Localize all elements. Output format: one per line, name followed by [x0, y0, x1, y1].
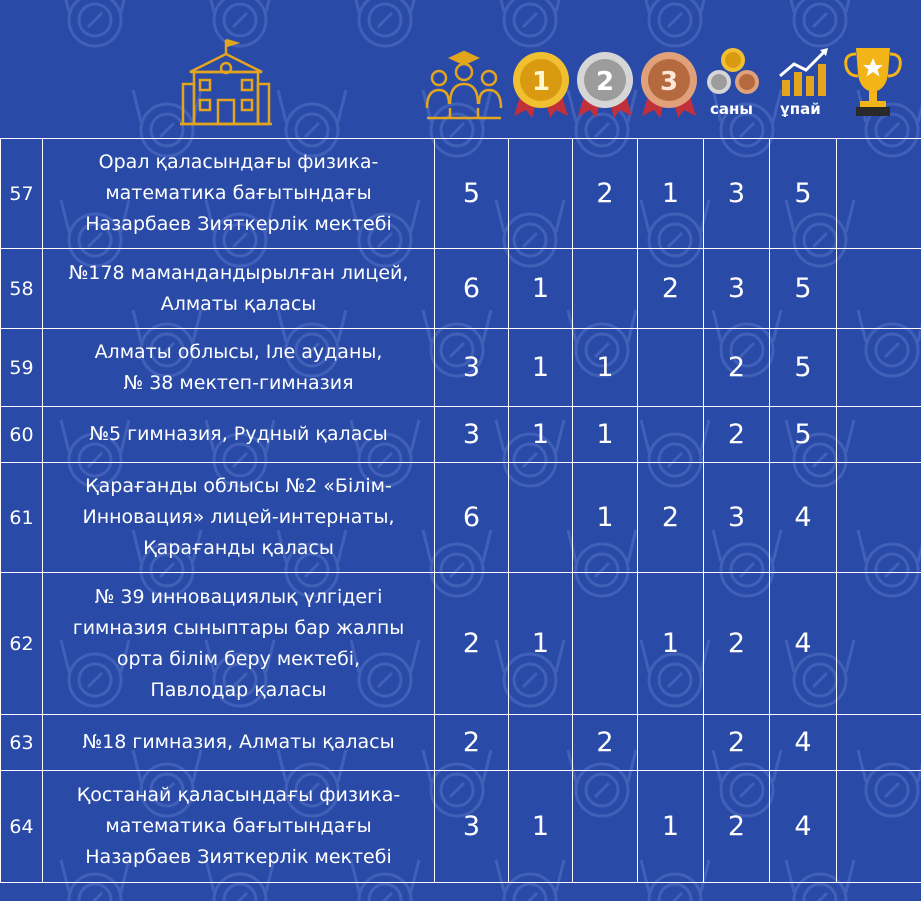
extra-cell [837, 573, 921, 715]
gold-cell [509, 463, 573, 573]
rank-cell: 63 [1, 715, 43, 771]
rank-cell: 60 [1, 407, 43, 463]
gold-cell [509, 715, 573, 771]
bronze-cell: 1 [638, 139, 704, 249]
participants-cell: 3 [435, 329, 509, 407]
table-header-icons [0, 0, 921, 138]
table-row [1, 573, 921, 715]
table-row [1, 407, 921, 463]
school-name-line: Назарбаев Зияткерлік мектебі [85, 846, 392, 868]
table-row [1, 463, 921, 573]
school-name-cell [43, 407, 435, 463]
participants-cell: 5 [435, 139, 509, 249]
total-medals-cell: 3 [704, 249, 770, 329]
participants-cell: 2 [435, 573, 509, 715]
rank-cell: 59 [1, 329, 43, 407]
bronze-medal-number: 3 [659, 67, 679, 97]
extra-cell [837, 139, 921, 249]
school-name-cell [43, 771, 435, 883]
gold-cell: 1 [509, 329, 573, 407]
silver-medal-icon [572, 50, 638, 120]
silver-medal-number: 2 [595, 67, 615, 97]
table-row [1, 715, 921, 771]
total-medals-cell: 2 [704, 329, 770, 407]
school-name-cell [43, 573, 435, 715]
points-label: ұпай [780, 100, 821, 118]
participants-cell: 6 [435, 463, 509, 573]
silver-cell: 1 [573, 407, 638, 463]
extra-cell [837, 329, 921, 407]
total-medals-cell: 2 [704, 407, 770, 463]
points-cell: 4 [770, 573, 837, 715]
gold-cell [509, 139, 573, 249]
gold-medal-icon [508, 50, 574, 120]
total-medals-cell: 3 [704, 139, 770, 249]
bronze-cell [638, 715, 704, 771]
total-medals-cell: 3 [704, 463, 770, 573]
total-medals-cell: 2 [704, 573, 770, 715]
school-name-cell [43, 329, 435, 407]
extra-cell [837, 407, 921, 463]
school-name-line: Қарағанды қаласы [143, 537, 334, 559]
silver-cell: 1 [573, 463, 638, 573]
gold-cell: 1 [509, 249, 573, 329]
silver-cell [573, 771, 638, 883]
school-name-line: Қарағанды облысы №2 «Білім- [85, 475, 392, 497]
participants-cell: 2 [435, 715, 509, 771]
extra-cell [837, 771, 921, 883]
points-cell: 4 [770, 463, 837, 573]
rank-cell: 61 [1, 463, 43, 573]
bronze-cell: 2 [638, 463, 704, 573]
extra-cell [837, 249, 921, 329]
table-row [1, 329, 921, 407]
gold-cell: 1 [509, 407, 573, 463]
bronze-cell [638, 329, 704, 407]
bronze-cell: 1 [638, 573, 704, 715]
points-cell: 5 [770, 139, 837, 249]
participants-cell: 3 [435, 407, 509, 463]
points-cell: 5 [770, 407, 837, 463]
total-medals-cell: 2 [704, 771, 770, 883]
school-name-cell [43, 139, 435, 249]
school-name-line: №178 мамандандырылған лицей, [68, 261, 409, 284]
school-name-line: Назарбаев Зияткерлік мектебі [85, 213, 392, 235]
total-medals-cell: 2 [704, 715, 770, 771]
school-name-line: орта білім беру мектебі, [116, 647, 361, 670]
medals-count-icon [704, 46, 762, 100]
trophy-icon [842, 44, 904, 120]
silver-cell [573, 573, 638, 715]
school-name-line: гимназия сыныптары бар жалпы [72, 616, 405, 639]
gold-cell: 1 [509, 771, 573, 883]
school-name-line: № 38 мектеп-гимназия [123, 371, 354, 394]
table-row [1, 139, 921, 249]
extra-cell [837, 715, 921, 771]
points-cell: 5 [770, 329, 837, 407]
bronze-cell: 2 [638, 249, 704, 329]
table-row [1, 771, 921, 883]
silver-cell: 2 [573, 715, 638, 771]
school-name-line: № 39 инновациялық үлгідегі [94, 585, 383, 608]
points-cell: 4 [770, 715, 837, 771]
silver-cell: 2 [573, 139, 638, 249]
school-name-cell [43, 249, 435, 329]
school-name-line: Павлодар қаласы [150, 678, 327, 701]
rank-cell: 64 [1, 771, 43, 883]
bronze-cell [638, 407, 704, 463]
school-icon [180, 38, 272, 128]
school-name-line: математика бағытындағы [105, 815, 372, 837]
school-name-cell [43, 463, 435, 573]
gold-cell: 1 [509, 573, 573, 715]
rank-cell: 58 [1, 249, 43, 329]
participants-cell: 3 [435, 771, 509, 883]
school-name-line: Алматы облысы, Іле ауданы, [94, 340, 383, 363]
school-name-line: Алматы қаласы [160, 292, 317, 315]
results-table [0, 138, 921, 883]
rank-cell: 57 [1, 139, 43, 249]
school-name-line: Орал қаласындағы физика- [98, 151, 379, 173]
rank-cell: 62 [1, 573, 43, 715]
table-row [1, 249, 921, 329]
participants-cell: 6 [435, 249, 509, 329]
extra-cell [837, 463, 921, 573]
silver-cell: 1 [573, 329, 638, 407]
points-cell: 4 [770, 771, 837, 883]
school-name-line: математика бағытындағы [105, 182, 372, 204]
points-cell: 5 [770, 249, 837, 329]
silver-cell [573, 249, 638, 329]
school-name-line: №5 гимназия, Рудный қаласы [89, 423, 388, 445]
bronze-cell: 1 [638, 771, 704, 883]
school-name-line: Инновация» лицей-интернаты, [82, 506, 395, 528]
students-icon [425, 48, 503, 120]
gold-medal-number: 1 [531, 67, 551, 97]
bronze-medal-icon [636, 50, 702, 120]
school-name-line: Қостанай қаласындағы физика- [76, 784, 401, 806]
medals-count-label: саны [710, 100, 753, 118]
school-name-cell [43, 715, 435, 771]
school-name-line: №18 гимназия, Алматы қаласы [82, 731, 395, 753]
points-chart-icon [776, 46, 832, 100]
